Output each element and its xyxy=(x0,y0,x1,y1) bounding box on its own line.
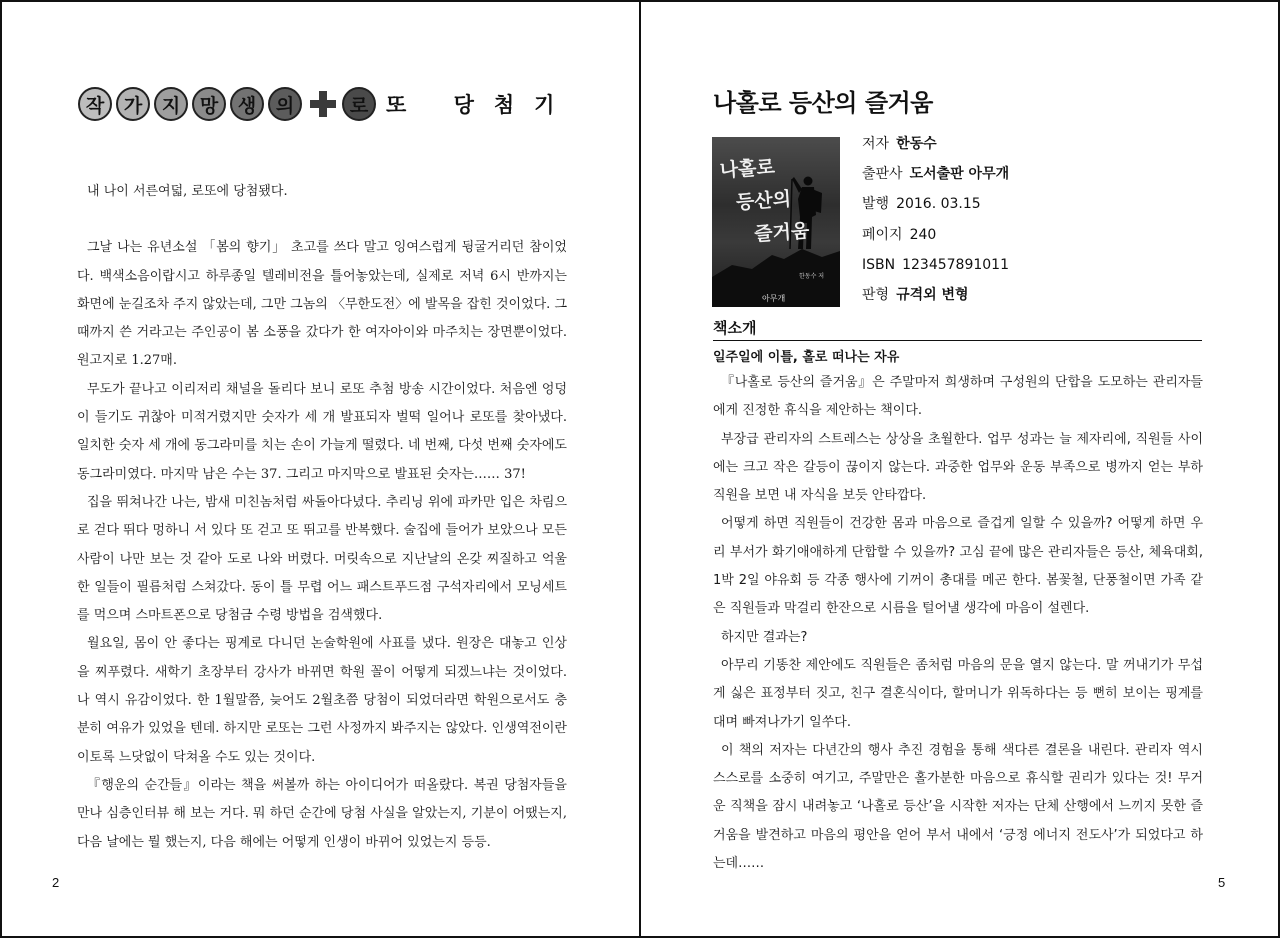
meta-key: ISBN xyxy=(862,256,896,273)
cover-title-line: 등산의 xyxy=(735,188,792,214)
meta-key: 출판사 xyxy=(862,166,903,183)
paragraph: 내 나이 서른여덟, 로또에 당첨됐다. xyxy=(87,184,288,199)
meta-pages xyxy=(862,224,1009,254)
section-heading: 책소개 xyxy=(713,317,1202,341)
meta-value: 도서출판 아무개 xyxy=(909,166,1010,183)
title-circle: 작 xyxy=(78,87,112,121)
title-text: 또 당첨기 xyxy=(386,93,575,117)
left-page xyxy=(0,0,639,938)
cover-title-line: 즐거움 xyxy=(753,219,811,246)
meta-key: 페이지 xyxy=(862,226,903,243)
meta-publisher xyxy=(862,163,1009,193)
meta-value: 2016. 03.15 xyxy=(896,196,981,213)
paragraph: 『행운의 순간들』이라는 책을 써볼까 하는 아이디어가 떠올랐다. 복권 당첨자들을 만나 심층인터뷰 해 보는 거다. 뭐 하던 순간에 당첨 사실을 알았는지, 기분이 어땠는지, 다음 날에는 뭘 했는지, 다음 해에는 어떻게 인생이 바뀌어 있었는지 등등. xyxy=(77,777,567,850)
title-circle: 망 xyxy=(192,87,226,121)
book-metadata xyxy=(862,133,1009,314)
book-title: 나홀로 등산의 즐거움 xyxy=(713,89,933,117)
meta-author xyxy=(862,133,1009,163)
sub-heading: 일주일에 이틀, 홀로 떠나는 자유 xyxy=(713,350,900,365)
paragraph: 어떻게 하면 직원들이 건강한 몸과 마음으로 즐겁게 일할 수 있을까? 어떻게 하면 우리 부서가 화기애애하게 단합할 수 있을까? 고심 끝에 많은 관리자들은 등산, 체육대회, 1박 2일 야유회 등 각종 행사에 기꺼이 총대를 메곤 한다. 봄꽃철, 단풍철이면 가족 같은 직원들과 막걸리 한잔으로 시름을 털어낼 생각에 마음이 설렌다. xyxy=(713,516,1203,617)
meta-isbn xyxy=(862,254,1009,284)
paragraph-gap xyxy=(77,206,567,234)
meta-key: 저자 xyxy=(862,136,890,152)
paragraph: 그날 나는 유년소설 「봄의 향기」 초고를 쓰다 말고 잉여스럽게 뒹굴거리던 참이었다. 백색소음이랍시고 하루종일 텔레비전을 틀어놓았는데, 실제로 저녁 6시 반까지는 화면에 눈길조차 주지 않았는데, 그만 그놈의 〈무한도전〉에 발목을 잡힌 것이었다. 그때까지 쓴 거라고는 주인공이 봄 소풍을 갔다가 한 여자아이와 마주치는 장면뿐이었다. 원고지로 1.27매. xyxy=(77,240,568,369)
meta-format xyxy=(862,284,1009,314)
page-number: 2 xyxy=(52,875,60,890)
paragraph: 아무리 기똥찬 제안에도 직원들은 좀처럼 마음의 문을 열지 않는다. 말 꺼내기가 무섭게 싫은 표정부터 짓고, 친구 결혼식이다, 할머니가 위독하다는 등 뻔히 보이는 핑계를 대며 빠져나가기 일쑤다. xyxy=(713,657,1203,730)
meta-date xyxy=(862,193,1009,223)
chapter-title xyxy=(78,87,574,121)
meta-key: 발행 xyxy=(862,196,890,213)
title-circle: 가 xyxy=(116,87,150,121)
page-number: 5 xyxy=(1218,875,1226,890)
left-body-text xyxy=(77,178,567,857)
paragraph: 무도가 끝나고 이리저리 채널을 돌리다 보니 로또 추첨 방송 시간이었다. 처음엔 엉덩이 들기도 귀찮아 미적거렸지만 숫자가 세 개 발표되자 벌떡 일어나 로또를 찾아냈다. 일치한 숫자 세 개에 동그라미를 치는 손이 가늘게 떨렸다. 네 번째, 다섯 번째 숫자에도 동그라미였다. 마지막 남은 수는 37. 그리고 마지막으로 발표된 숫자는…… 37! xyxy=(77,381,567,482)
meta-key: 판형 xyxy=(862,286,890,303)
book-cover-image xyxy=(712,137,840,307)
title-circle: 생 xyxy=(230,87,264,121)
paragraph: 하지만 결과는? xyxy=(721,629,808,645)
paragraph: 집을 뛰쳐나간 나는, 밤새 미친놈처럼 싸돌아다녔다. 추리닝 위에 파카만 입은 차림으로 걷다 뛰다 멍하니 서 있다 또 걷고 또 뛰고를 반복했다. 술집에 들어가 보았으나 모든 사람이 나만 보는 것 같아 도로 나와 버렸다. 머릿속으로 지난날의 온갖 찌질하고 억울한 일들이 필름처럼 스쳐갔다. 동이 틀 무렵 어느 패스트푸드점 구석자리에서 모닝세트를 먹으며 스마트폰으로 당첨금 수령 방법을 검색했다. xyxy=(77,494,567,624)
meta-value: 123457891011 xyxy=(902,256,1009,273)
right-page xyxy=(641,0,1280,938)
paragraph: 월요일, 몸이 안 좋다는 핑계로 다니던 논술학원에 사표를 냈다. 원장은 대놓고 인상을 찌푸렸다. 새학기 초장부터 강사가 바뀌면 학원 꼴이 어떻게 되겠느냐는 것이었다. 나 역시 유감이었다. 한 1월말쯤, 늦어도 2월초쯤 당첨이 되었더라면 학원으로서도 충분히 여유가 있었을 텐데. 하지만 로또는 그런 사정까지 봐주지는 않았다. 인생역전이란 이토록 느닷없이 닥쳐올 수도 있는 것이다. xyxy=(77,636,567,765)
meta-value: 240 xyxy=(909,226,937,243)
paragraph: 『나홀로 등산의 즐거움』은 주말마저 희생하며 구성원의 단합을 도모하는 관리자들에게 진정한 휴식을 제안하는 책이다. xyxy=(713,375,1203,419)
plus-icon xyxy=(310,91,336,117)
title-circle: 지 xyxy=(154,87,188,121)
right-body-text xyxy=(713,369,1203,878)
cover-title-line: 나홀로 xyxy=(719,156,776,182)
paragraph: 이 책의 저자는 다년간의 행사 추진 경험을 통해 색다른 결론을 내린다. 관리자 역시 스스로를 소중히 여기고, 주말만은 홀가분한 마음으로 휴식할 권리가 있다는 것! 무거운 직책을 잠시 내려놓고 ‘나홀로 등산’을 시작한 저자는 단체 산행에서 느끼지 못한 즐거움을 발견하고 마음의 평안을 얻어 부서 내에서 ‘긍정 에너지 전도사’가 되었다고 하는데…… xyxy=(713,742,1203,872)
paragraph: 부장급 관리자의 스트레스는 상상을 초월한다. 업무 성과는 늘 제자리에, 직원들 사이에는 크고 작은 갈등이 끊이지 않는다. 과중한 업무와 운동 부족으로 병까지 얻는 부하직원을 보면 내 자식을 보듯 안타깝다. xyxy=(713,431,1203,504)
cover-publisher: 아무개 xyxy=(762,294,786,303)
cover-author: 한동수 저 xyxy=(799,273,825,280)
title-circle: 의 xyxy=(268,87,302,121)
cover-title xyxy=(719,147,836,253)
meta-value: 한동수 xyxy=(896,136,937,152)
title-circle: 로 xyxy=(342,87,376,121)
meta-value: 규격외 변형 xyxy=(896,286,969,303)
